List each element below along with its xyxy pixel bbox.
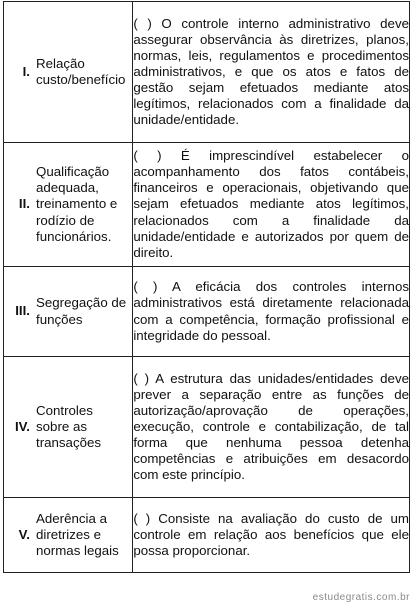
topic-cell: [4, 267, 133, 357]
statement-cell: ( ) Consiste na avaliação do custo de um controle em relação aos benefícios que ele possa proporcionar.: [133, 498, 410, 573]
topic-label: Relação custo/benefício: [36, 55, 126, 87]
topic-label: Aderência a diretrizes e normas legais: [36, 510, 119, 559]
topic-cell: [4, 2, 133, 143]
table-row: [4, 267, 410, 357]
statement-cell: ( ) A eficácia dos controles internos administrativos está diretamente relacionada com a competência, formação profissional e integridade do pessoal.: [133, 267, 410, 357]
row-numeral: V.: [18, 526, 30, 542]
row-numeral: IV.: [14, 418, 30, 434]
row-numeral: III.: [15, 303, 30, 319]
statement-cell: ( ) É imprescindível estabelecer o acompanhamento dos fatos contábeis, financeiros e operacionais, objetivando que sejam efetuados mediante atos legítimos, relacionados com a finalidade da unidade/entidade e autorizados por quem de direito.: [133, 143, 410, 267]
table-row: [4, 357, 410, 498]
topic-cell: [4, 498, 133, 573]
table-row: [4, 498, 410, 573]
statement-cell: ( ) A estrutura das unidades/entidades deve prever a separação entre as funções de autorização/aprovação de operações, execução, controle e contabilização, de tal forma que nenhuma pessoa detenha competências e atribuições em desacordo com este princípio.: [133, 357, 410, 498]
table-row: [4, 143, 410, 267]
statement-cell: ( ) O controle interno administrativo deve assegurar observância às diretrizes, planos, normas, leis, regulamentos e procedimentos administrativos, e que os atos e fatos de gestão sejam efetuados mediante atos legítimos, relacionados com a finalidade da unidade/entidade.: [133, 2, 410, 143]
row-numeral: II.: [18, 196, 30, 212]
table-row: [4, 2, 410, 143]
row-numeral: I.: [22, 63, 30, 79]
site-watermark: estudegratis.com.br: [312, 592, 410, 603]
topic-cell: [4, 357, 133, 498]
topic-label: Controles sobre as transações: [36, 402, 102, 451]
topic-label: Segregação de funções: [36, 295, 127, 327]
topic-label: Qualificação adequada, treinamento e rodízio de funcionários.: [36, 164, 118, 244]
matching-table: [3, 1, 410, 573]
topic-cell: [4, 143, 133, 267]
